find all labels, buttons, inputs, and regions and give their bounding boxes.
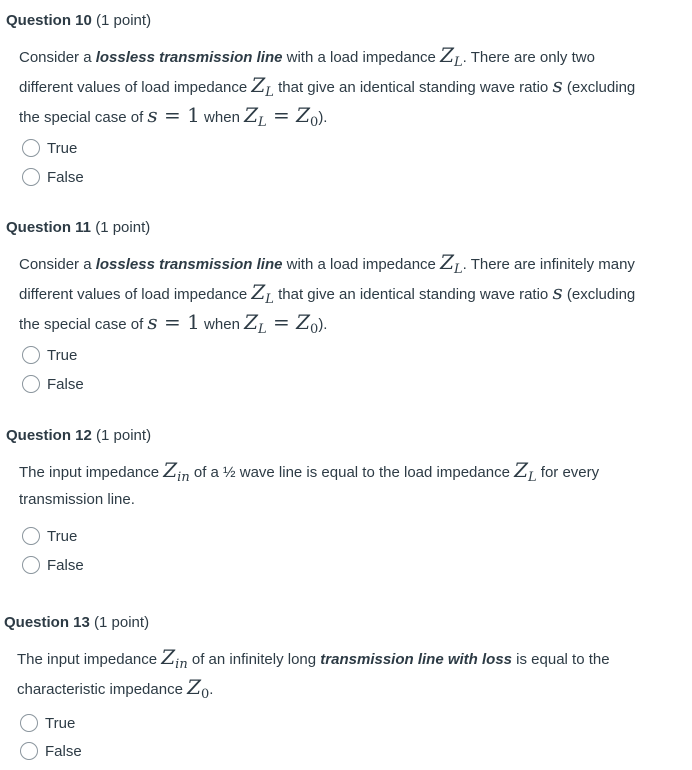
question-number: Question 11 [6,219,92,236]
math-zl: $Z_L$ [251,280,274,307]
radio-button[interactable] [22,168,40,186]
math-zl: $Z_L$ [514,458,537,485]
math-s-eq-1: s = 1 [147,103,200,127]
math-zin: $Z_{in}$ [163,458,190,485]
option-false[interactable]: False [20,740,82,762]
option-false[interactable]: False [22,373,84,395]
question-10-title [6,12,151,29]
math-s: s [552,73,563,97]
question-13-text: The input impedance $Z_{in}$ of an infinitely long transmission line with loss is equal to the characteristic impedance $Z_0$. [17,645,610,702]
math-zl: $Z_L$ [251,73,274,100]
radio-button[interactable] [20,714,38,732]
math-s: s [552,280,563,304]
option-false[interactable]: False [22,166,84,188]
question-12-title [6,427,151,444]
radio-button[interactable] [22,556,40,574]
option-true[interactable]: True [22,137,77,159]
radio-button[interactable] [22,139,40,157]
question-number: Question 10 [6,12,92,29]
math-zl: $Z_L$ [440,43,463,70]
option-true[interactable]: True [22,344,77,366]
math-z0: $Z_0$ [187,675,210,702]
radio-button[interactable] [22,527,40,545]
question-points: (1 point) [96,427,152,444]
question-10-text: Consider a lossless transmission line with a load impedance $Z_L$. There are only two different values of load impedance $Z_L$ that give an identical standing wave ratio s (excluding the special case of s = 1 when $Z_L = Z_0$). [19,43,636,130]
question-points: (1 point) [95,219,151,236]
option-true[interactable]: True [20,712,75,734]
math-zl-eq-z0: $Z_L = Z_0$ [244,103,319,130]
question-12-text: The input impedance $Z_{in}$ of a ½ wave line is equal to the load impedance $Z_L$ for every transmission line. [19,458,600,508]
question-number: Question 13 [4,614,90,631]
radio-button[interactable] [20,742,38,760]
math-s-eq-1: s = 1 [147,310,200,334]
option-false[interactable]: False [22,554,84,576]
radio-button[interactable] [22,375,40,393]
math-zl: $Z_L$ [440,250,463,277]
question-13-title [4,614,149,631]
math-zl-eq-z0: $Z_L = Z_0$ [244,310,319,337]
option-true[interactable]: True [22,525,77,547]
question-11-text: Consider a lossless transmission line with a load impedance $Z_L$. There are infinitely many different values of load impedance $Z_L$ that give an identical standing wave ratio s (excluding the special case of s = 1 when $Z_L = Z_0$). [19,250,636,337]
radio-button[interactable] [22,346,40,364]
question-number: Question 12 [6,427,92,444]
question-points: (1 point) [96,12,152,29]
question-11-title [6,219,150,236]
math-zin: $Z_{in}$ [161,645,188,672]
question-points: (1 point) [94,614,150,631]
